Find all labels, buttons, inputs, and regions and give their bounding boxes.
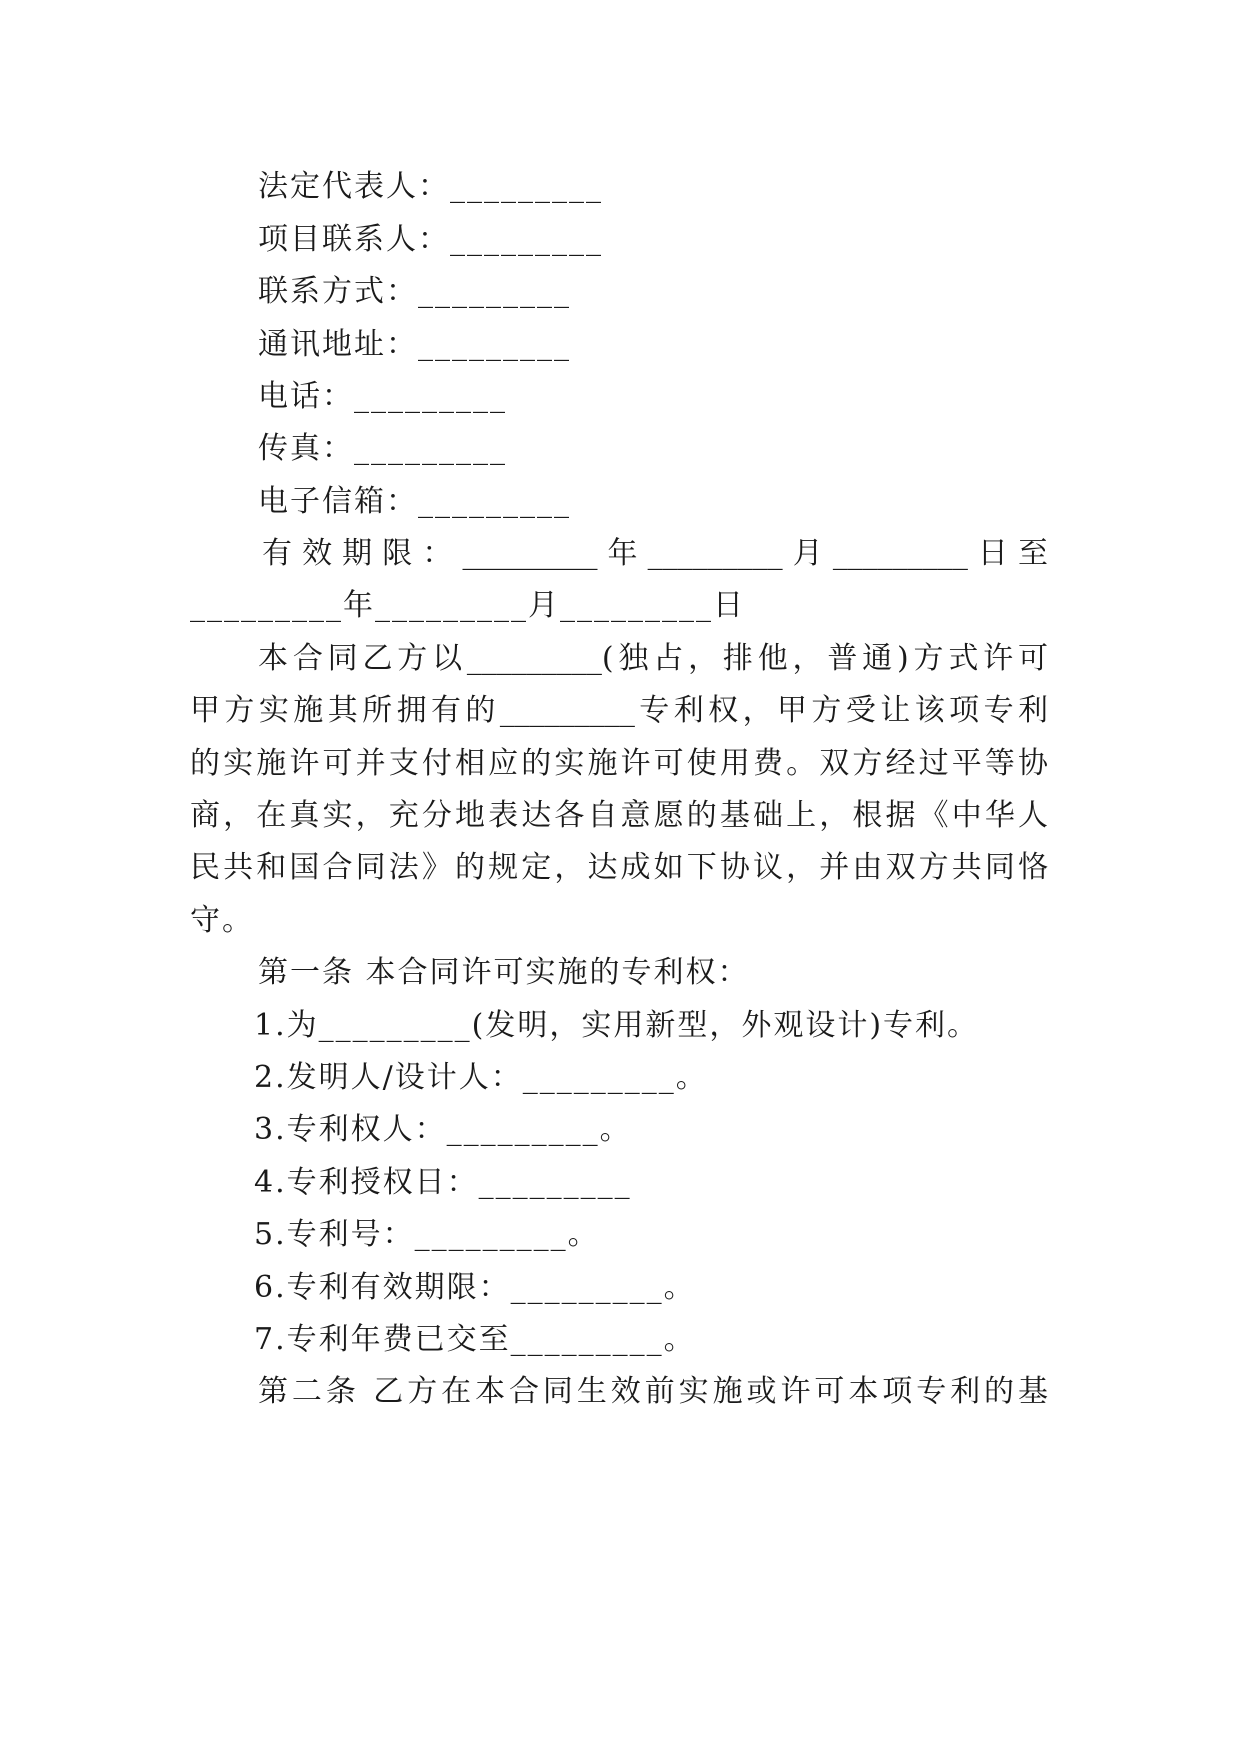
article-1-item-4: 4.专利授权日：_________ [254, 1165, 632, 1200]
validity-period-line: 有效期限：_________年_________月_________日至 [262, 536, 1048, 571]
paragraph-intro-line-6: 守。 [190, 903, 254, 938]
contact-method-line: 联系方式：_________ [258, 274, 571, 309]
article-1-item-5: 5.专利号：_________。 [254, 1217, 600, 1252]
article-1-item-2: 2.发明人/设计人：_________。 [254, 1060, 708, 1095]
article-1-item-7: 7.专利年费已交至_________。 [254, 1322, 696, 1357]
mailing-address-line: 通讯地址：_________ [258, 327, 571, 362]
phone-line: 电话：_________ [258, 379, 507, 414]
validity-period-end-line: _________年_________月_________日 [190, 588, 745, 623]
legal-representative-line: 法定代表人：_________ [258, 169, 603, 204]
article-1-item-1: 1.为_________(发明，实用新型，外观设计)专利。 [254, 1008, 980, 1043]
paragraph-intro-line-2: 甲方实施其所拥有的_________专利权，甲方受让该项专利 [190, 693, 1048, 728]
paragraph-intro-line-3: 的实施许可并支付相应的实施许可使用费。双方经过平等协 [190, 746, 1048, 781]
paragraph-intro-line-4: 商，在真实，充分地表达各自意愿的基础上，根据《中华人 [190, 798, 1048, 833]
project-contact-line: 项目联系人：_________ [258, 222, 603, 257]
fax-line: 传真：_________ [258, 431, 507, 466]
article-2-heading: 第二条 乙方在本合同生效前实施或许可本项专利的基 [258, 1374, 1048, 1409]
article-1-item-3: 3.专利权人：_________。 [254, 1112, 632, 1147]
article-1-item-6: 6.专利有效期限：_________。 [254, 1270, 696, 1305]
paragraph-intro-line-1: 本合同乙方以_________(独占，排他，普通)方式许可 [258, 641, 1048, 676]
paragraph-intro-line-5: 民共和国合同法》的规定，达成如下协议，并由双方共同恪 [190, 850, 1048, 885]
email-line: 电子信箱：_________ [258, 484, 571, 519]
article-1-heading: 第一条 本合同许可实施的专利权： [258, 955, 750, 990]
